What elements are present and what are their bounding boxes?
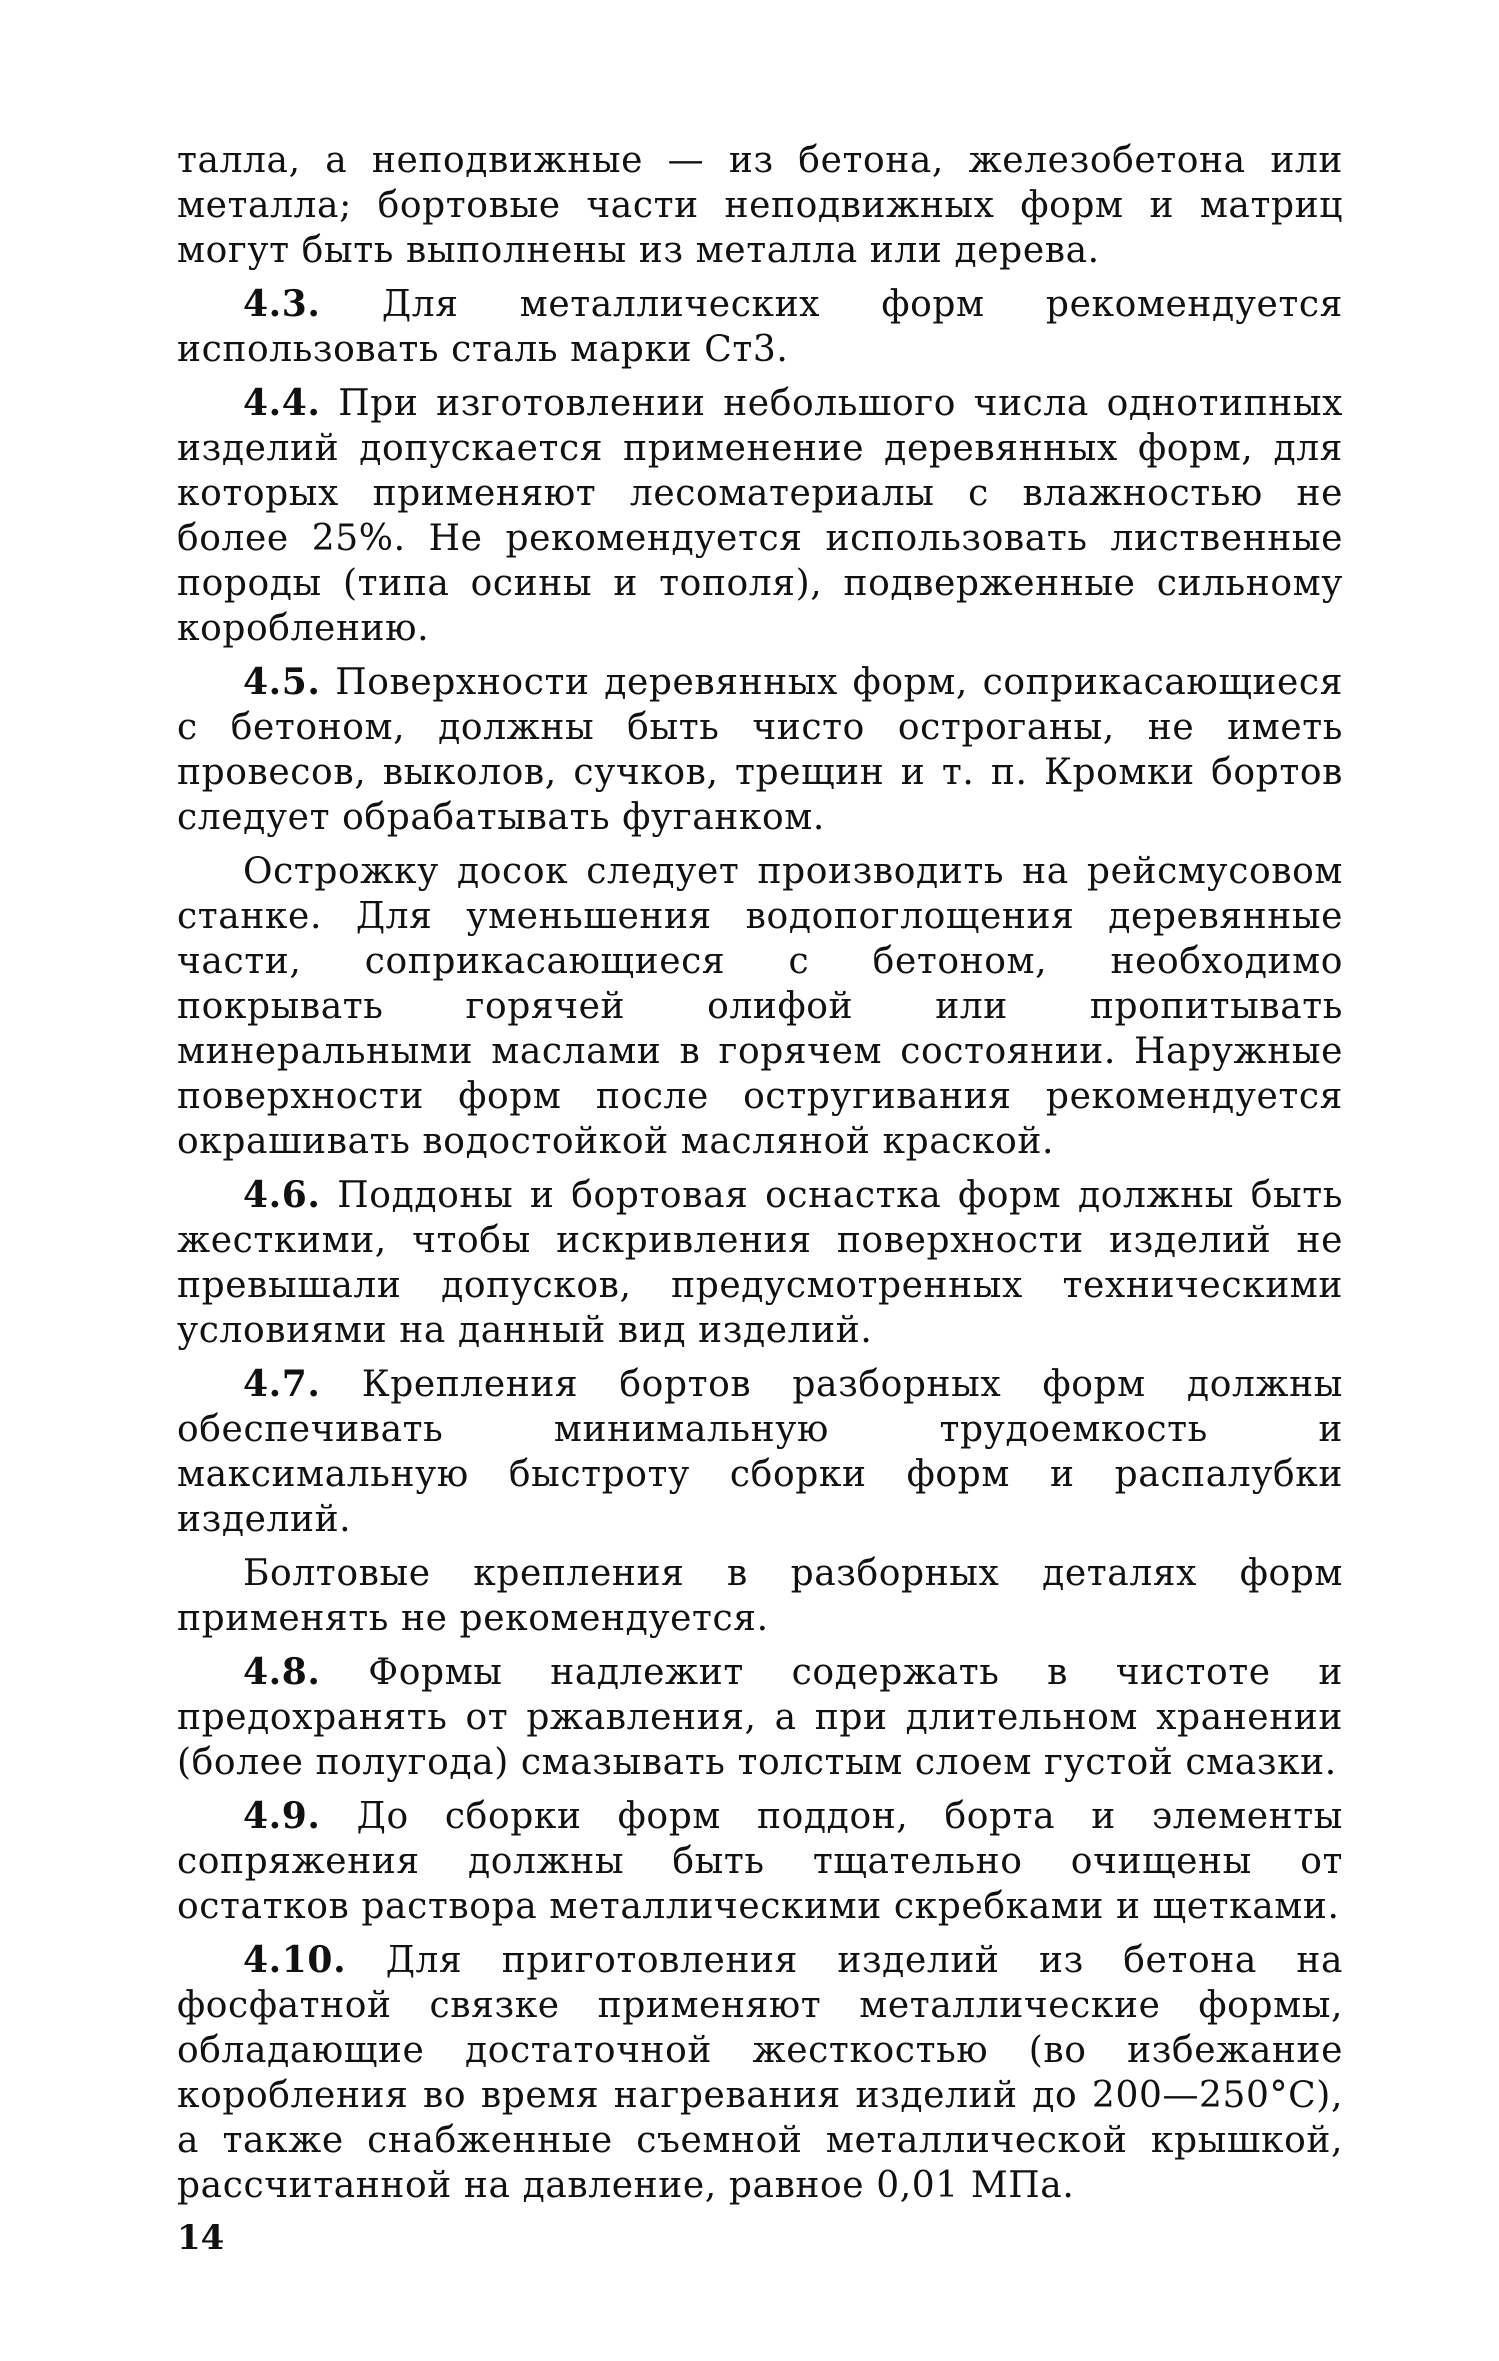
page-number: 14: [177, 2218, 225, 2258]
paragraph-text: талла, а неподвижные — из бетона, железобетона или металла; бортовые части неподвижных форм и матриц могут быть выполнены из металла или дерева.: [177, 140, 1343, 271]
paragraph-text: Для металлических форм рекомендуется использовать сталь марки Ст3.: [177, 284, 1343, 370]
paragraph-number: 4.6.: [243, 1174, 321, 1216]
paragraph-text: Формы надлежит содержать в чистоте и предохранять от ржавления, а при длительном хранении (более полугода) смазывать толстым слоем густой смазки.: [177, 1652, 1344, 1783]
paragraph-4-10: [177, 1938, 1343, 2208]
paragraph-4-7: [177, 1362, 1343, 1542]
paragraph-4-5: [177, 660, 1343, 840]
paragraph-text: Поверхности деревянных форм, соприкасающиеся с бетоном, должны быть чисто остроганы, не иметь провесов, выколов, сучков, трещин и т. п. Кромки бортов следует обрабатывать фуганком.: [177, 662, 1344, 838]
paragraph-number: 4.9.: [243, 1795, 321, 1837]
paragraph-text: При изготовлении небольшого числа однотипных изделий допускается применение деревянных форм, для которых применяют лесоматериалы с влажностью не более 25%. Не рекомендуется использовать лиственные породы (типа осины и тополя), подверженные сильному короблению.: [177, 383, 1343, 649]
paragraph-number: 4.3.: [243, 283, 321, 325]
paragraph-number: 4.8.: [243, 1651, 321, 1693]
paragraph-continuation: [177, 138, 1343, 273]
paragraph-number: 4.7.: [243, 1363, 321, 1405]
paragraph-text: Болтовые крепления в разборных деталях форм применять не рекомендуется.: [177, 1553, 1343, 1639]
paragraph-4-8: [177, 1650, 1343, 1785]
paragraph-text: До сборки форм поддон, борта и элементы сопряжения должны быть тщательно очищены от остатков раствора металлическими скребками и щетками.: [177, 1796, 1343, 1927]
paragraph-4-7-continued: [177, 1551, 1343, 1641]
paragraph-4-9: [177, 1794, 1343, 1929]
paragraph-number: 4.4.: [243, 382, 321, 424]
paragraph-number: 4.10.: [243, 1939, 347, 1981]
paragraph-text: Поддоны и бортовая оснастка форм должны быть жесткими, чтобы искривления поверхности изделий не превышали допусков, предусмотренных техническими условиями на данный вид изделий.: [177, 1175, 1344, 1351]
paragraph-4-6: [177, 1173, 1343, 1353]
paragraph-4-5-continued: [177, 849, 1343, 1164]
document-body: [177, 138, 1343, 2217]
paragraph-4-3: [177, 282, 1343, 372]
paragraph-number: 4.5.: [243, 661, 321, 703]
paragraph-text: Острожку досок следует производить на рейсмусовом станке. Для уменьшения водопоглощения деревянные части, соприкасающиеся с бетоном, необходимо покрывать горячей олифой или пропитывать минеральными маслами в горячем состоянии. Наружные поверхности форм после остругивания рекомендуется окрашивать водостойкой масляной краской.: [177, 851, 1343, 1162]
paragraph-text: Для приготовления изделий из бетона на фосфатной связке применяют металлические формы, обладающие достаточной жесткостью (во избежание коробления во время нагревания изделий до 200—250°С), а также снабженные съемной металлической крышкой, рассчитанной на давление, равное 0,01 МПа.: [177, 1940, 1344, 2206]
paragraph-4-4: [177, 381, 1343, 651]
paragraph-text: Крепления бортов разборных форм должны обеспечивать минимальную трудоемкость и максимальную быстроту сборки форм и распалубки изделий.: [177, 1364, 1343, 1540]
